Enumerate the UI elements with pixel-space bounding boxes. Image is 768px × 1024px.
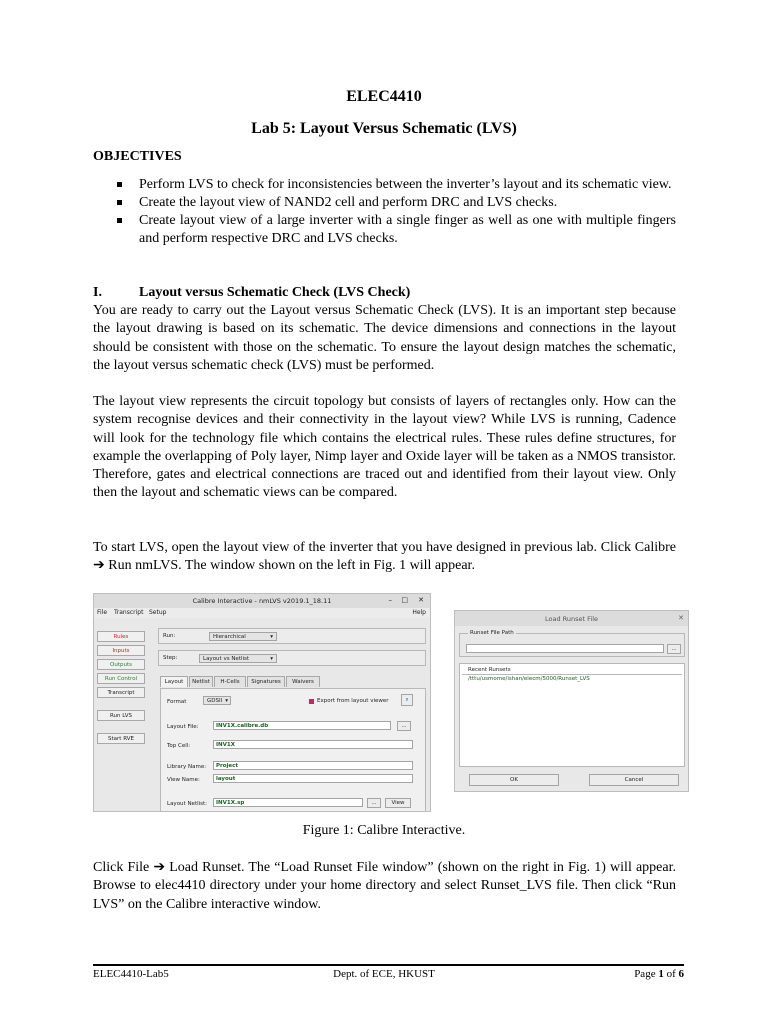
recent-runsets-group xyxy=(459,663,685,767)
chevron-down-icon: ▾ xyxy=(270,634,273,640)
bullet-square-icon xyxy=(117,200,122,205)
ok-button[interactable]: OK xyxy=(469,774,559,786)
section-title: Layout versus Schematic Check (LVS Check) xyxy=(139,285,411,300)
run-group xyxy=(158,628,426,644)
start-rve-button[interactable]: Start RVE xyxy=(97,733,145,744)
menu-transcript[interactable]: Transcript xyxy=(114,609,144,616)
close-icon[interactable]: ✕ xyxy=(418,596,424,604)
load-runset-window xyxy=(454,610,689,792)
export-checkbox[interactable] xyxy=(309,699,314,704)
minimize-icon[interactable]: – xyxy=(388,596,392,604)
arrow-icon: ➔ xyxy=(93,558,105,574)
window-title: Load Runset File xyxy=(545,615,598,623)
view-name-input[interactable]: layout xyxy=(213,774,413,783)
step-select[interactable]: Layout vs Netlist ▾ xyxy=(199,654,277,663)
search-icon[interactable]: ⌕ xyxy=(401,694,413,706)
chevron-down-icon: ▾ xyxy=(270,656,273,662)
course-code: ELEC4410 xyxy=(346,88,422,105)
export-label: Export from layout viewer xyxy=(317,698,389,704)
menu-setup[interactable]: Setup xyxy=(149,609,167,616)
objectives-list xyxy=(93,176,676,248)
view-name-label: View Name: xyxy=(167,777,200,783)
runset-browse-button[interactable]: ... xyxy=(667,644,681,654)
objectives-heading: OBJECTIVES xyxy=(93,149,182,164)
runset-path-label: Runset File Path xyxy=(470,630,514,636)
window-titlebar xyxy=(94,594,430,609)
paragraph-start-lvs: To start LVS, open the layout view of the inverter that you have designed in previous lab. Click Calibre ➔ Run nmLVS. The window shown on the left in Fig. 1 will appear. xyxy=(93,540,676,574)
cancel-button[interactable]: Cancel xyxy=(589,774,679,786)
window-title: Calibre Interactive - nmLVS v2019.1_18.11 xyxy=(192,597,332,605)
layout-tab-panel xyxy=(160,688,426,812)
top-cell-label: Top Cell: xyxy=(167,743,191,749)
paragraph-layout-view: The layout view represents the circuit topology but consists of layers of rectangles only. How can the system recognise devices and their connectivity in the layout view? While LVS is running, Cadence will look for the technology file which contains the electrical rules. These rules define structures, for example the overlapping of Poly layer, Nimp layer and Oxide layer will be taken as a NMOS transistor. Therefore, gates and electrical connections are traced out and identified from their layout view. Only then the layout and schematic views can be compared. xyxy=(93,394,676,501)
layout-file-input[interactable]: INV1X.calibre.db xyxy=(213,721,391,730)
recent-runset-item[interactable]: /tttu/usmome/ishan/elecm/5000/Runset_LVS xyxy=(468,676,590,682)
step-label: Step: xyxy=(163,655,178,661)
outputs-button[interactable]: Outputs xyxy=(97,659,145,670)
objective-item: Create layout view of a large inverter with a single finger as well as one with multiple fingers and perform respective DRC and LVS checks. xyxy=(93,212,676,248)
top-cell-input[interactable]: INV1X xyxy=(213,740,413,749)
footer-center: Dept. of ECE, HKUST xyxy=(333,968,435,980)
inputs-button[interactable]: Inputs xyxy=(97,645,145,656)
runset-path-group xyxy=(459,630,685,657)
transcript-button[interactable]: Transcript xyxy=(97,687,145,698)
section-number: I. xyxy=(93,285,102,300)
tab-strip xyxy=(160,676,426,688)
footer-divider xyxy=(93,964,684,966)
lab-title: Lab 5: Layout Versus Schematic (LVS) xyxy=(251,120,517,137)
tab-netlist[interactable]: Netlist xyxy=(189,676,213,687)
run-label: Run: xyxy=(163,633,176,639)
rules-button[interactable]: Rules xyxy=(97,631,145,642)
close-icon[interactable]: ✕ xyxy=(678,614,684,622)
footer-left: ELEC4410-Lab5 xyxy=(93,968,169,980)
format-label: Format xyxy=(167,699,187,705)
runset-path-input[interactable] xyxy=(466,644,664,653)
objective-item: Create the layout view of NAND2 cell and perform DRC and LVS checks. xyxy=(93,194,676,212)
paragraph-load-runset: Click File ➔ Load Runset. The “Load Runset File window” (shown on the right in Fig. 1) will appear. Browse to elec4410 directory under your home directory and select Runset_LVS file. Then click “Run LVS” on the Calibre interactive window. xyxy=(93,860,676,912)
layout-file-browse-button[interactable]: ... xyxy=(397,721,411,731)
bullet-square-icon xyxy=(117,218,122,223)
chevron-down-icon: ▾ xyxy=(225,698,228,704)
run-select[interactable]: Hierarchical ▾ xyxy=(209,632,277,641)
menu-bar xyxy=(94,608,430,618)
run-lvs-button[interactable]: Run LVS xyxy=(97,710,145,721)
bullet-square-icon xyxy=(117,182,122,187)
tab-layout[interactable]: Layout xyxy=(160,676,188,687)
menu-help[interactable]: Help xyxy=(412,609,426,616)
format-select[interactable]: GDSII ▾ xyxy=(203,696,231,705)
window-titlebar xyxy=(455,611,688,626)
figure-caption: Figure 1: Calibre Interactive. xyxy=(302,823,466,838)
layout-netlist-browse-button[interactable]: ... xyxy=(367,798,381,808)
tab-signatures[interactable]: Signatures xyxy=(247,676,285,687)
run-control-button[interactable]: Run Control xyxy=(97,673,145,684)
footer-page-number: Page 1 of 6 xyxy=(634,968,684,980)
tab-waivers[interactable]: Waivers xyxy=(286,676,320,687)
step-group xyxy=(158,650,426,666)
maximize-icon[interactable]: □ xyxy=(401,596,408,604)
library-name-input[interactable]: Project xyxy=(213,761,413,770)
layout-netlist-label: Layout Netlist: xyxy=(167,801,208,807)
view-button[interactable]: View xyxy=(385,798,411,808)
layout-netlist-input[interactable]: INV1X.sp xyxy=(213,798,363,807)
menu-file[interactable]: File xyxy=(97,609,108,616)
arrow-icon: ➔ xyxy=(153,860,166,875)
paragraph-intro: You are ready to carry out the Layout versus Schematic Check (LVS). It is an important step because the layout drawing is based on its schematic. The device dimensions and connections in the layout should be consistent with those on the schematic. To ensure the layout design matches the schematic, the layout versus schematic check (LVS) must be performed. xyxy=(93,303,676,373)
library-name-label: Library Name: xyxy=(167,764,207,770)
recent-runsets-label: Recent Runsets xyxy=(468,667,511,673)
layout-file-label: Layout File: xyxy=(167,724,199,730)
objective-item: Perform LVS to check for inconsistencies between the inverter’s layout and its schematic view. xyxy=(93,176,676,194)
tab-h-cells[interactable]: H-Cells xyxy=(214,676,246,687)
calibre-interactive-window xyxy=(93,593,431,812)
